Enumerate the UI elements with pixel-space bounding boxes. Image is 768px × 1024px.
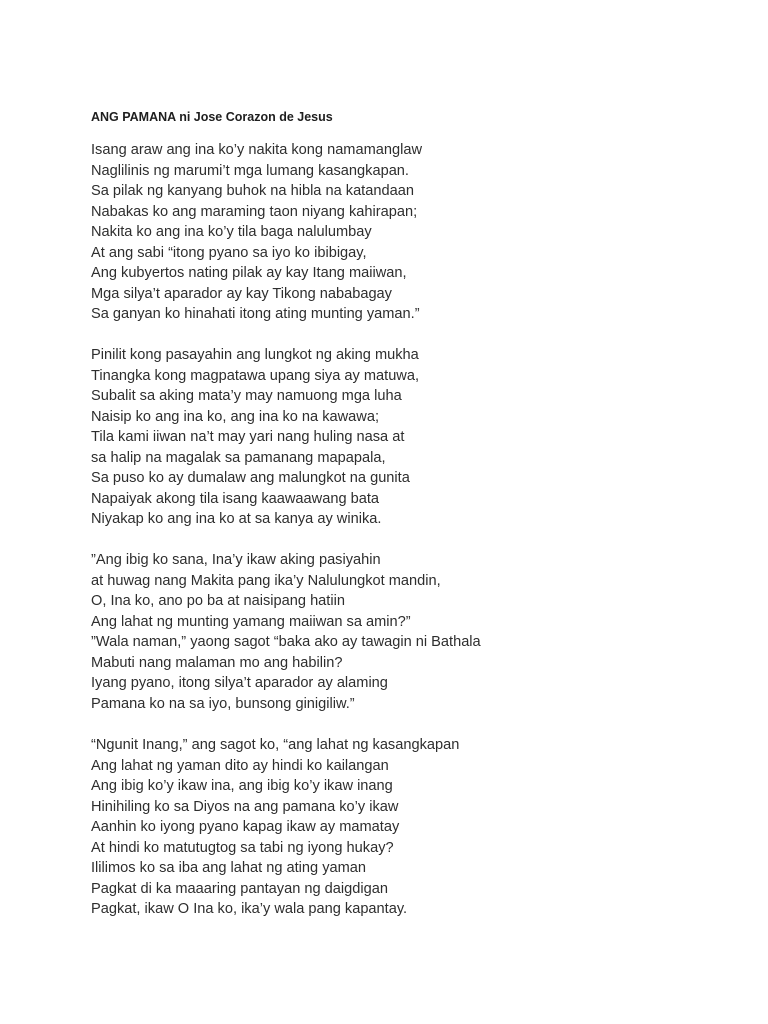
poem-line: Naglilinis ng marumi’t mga lumang kasangkapan. (91, 162, 409, 179)
poem-line: Tinangka kong magpatawa upang siya ay matuwa, (91, 367, 420, 384)
stanza-3 (91, 550, 481, 714)
poem-line: sa halip na magalak sa pamanang mapapala, (91, 449, 386, 466)
poem-line: Napaiyak akong tila isang kaawaawang bata (91, 490, 380, 507)
poem-line: Ang lahat ng yaman dito ay hindi ko kailangan (91, 757, 389, 774)
poem-line: At ang sabi “itong pyano sa iyo ko ibibigay, (91, 244, 367, 261)
poem-line: Mabuti nang malaman mo ang habilin? (91, 654, 343, 671)
poem-line: Niyakap ko ang ina ko at sa kanya ay winika. (91, 511, 382, 527)
poem-line: Iyang pyano, itong silya’t aparador ay alaming (91, 675, 388, 691)
poem-line: At hindi ko matutugtog sa tabi ng iyong hukay? (91, 839, 394, 856)
poem-line: Sa pilak ng kanyang buhok na hibla na katandaan (91, 183, 414, 199)
poem-line: Sa ganyan ko hinahati itong ating munting yaman.” (91, 306, 420, 322)
poem-line: Sa puso ko ay dumalaw ang malungkot na gunita (91, 470, 410, 486)
poem-line: Nakita ko ang ina ko’y tila baga nalulumbay (91, 224, 372, 240)
stanza-1 (91, 140, 422, 325)
poem-line: Isang araw ang ina ko’y nakita kong namamanglaw (91, 142, 422, 158)
poem-line: Pinilit kong pasayahin ang lungkot ng aking mukha (91, 347, 419, 363)
poem-line: at huwag nang Makita pang ika’y Nalulungkot mandin, (91, 572, 441, 589)
poem-line: Ang ibig ko’y ikaw ina, ang ibig ko’y ikaw inang (91, 778, 393, 794)
poem-line: Ililimos ko sa iba ang lahat ng ating yaman (91, 860, 367, 876)
poem-line: Hinihiling ko sa Diyos na ang pamana ko’y ikaw (91, 798, 399, 815)
poem-line: “Ngunit Inang,” ang sagot ko, “ang lahat ng kasangkapan (91, 737, 460, 753)
poem-title: ANG PAMANA ni Jose Corazon de Jesus (91, 110, 333, 124)
poem-line: Tila kami iiwan na’t may yari nang huling nasa at (91, 429, 405, 445)
poem-line: Pagkat di ka maaaring pantayan ng daigdigan (91, 880, 388, 897)
stanza-4 (91, 735, 459, 920)
poem-line: Naisip ko ang ina ko, ang ina ko na kawawa; (91, 408, 379, 425)
poem-line: ”Wala naman,” yaong sagot “baka ako ay tawagin ni Bathala (91, 634, 481, 650)
stanza-2 (91, 345, 419, 530)
poem-line: ”Ang ibig ko sana, Ina’y ikaw aking pasiyahin (91, 552, 381, 568)
poem-line: Mga silya’t aparador ay kay Tikong nababagay (91, 285, 392, 302)
poem-line: Ang lahat ng munting yamang maiiwan sa amin?” (91, 613, 411, 630)
poem-line: O, Ina ko, ano po ba at naisipang hatiin (91, 593, 345, 609)
poem-line: Nabakas ko ang maraming taon niyang kahirapan; (91, 203, 418, 220)
poem-line: Ang kubyertos nating pilak ay kay Itang maiiwan, (91, 265, 407, 281)
poem-line: Subalit sa aking mata’y may namuong mga luha (91, 388, 402, 404)
poem-line: Aanhin ko iyong pyano kapag ikaw ay mamatay (91, 819, 400, 835)
poem-line: Pamana ko na sa iyo, bunsong ginigiliw.” (91, 695, 355, 712)
poem-line: Pagkat, ikaw O Ina ko, ika’y wala pang kapantay. (91, 901, 408, 917)
